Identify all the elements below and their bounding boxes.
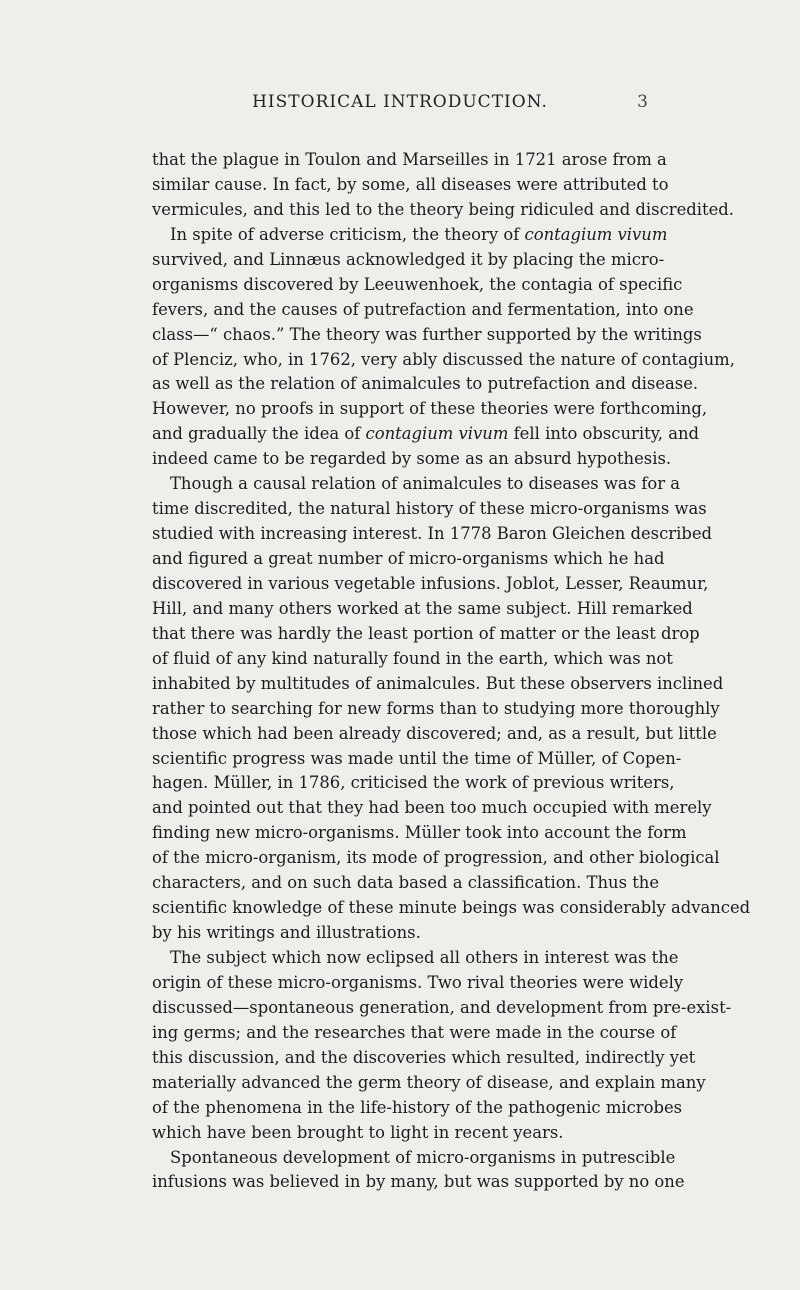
text-line: and pointed out that they had been too much occupied with merely bbox=[152, 798, 712, 818]
text-line: Hill, and many others worked at the same subject. Hill remarked bbox=[152, 598, 693, 618]
text-line: and figured a great number of micro-organisms which he had bbox=[152, 549, 665, 568]
text-line: organisms discovered by Leeuwenhoek, the contagia of specific bbox=[152, 274, 683, 294]
italic-term: contagium vivum bbox=[365, 424, 509, 444]
text-line: of the phenomena in the life-history of the pathogenic microbes bbox=[152, 1097, 683, 1117]
page-number: 3 bbox=[637, 92, 648, 112]
text-line: characters, and on such data based a classification. Thus the bbox=[152, 873, 660, 893]
body-text bbox=[152, 148, 751, 1195]
running-header bbox=[0, 92, 800, 120]
text-line: Though a causal relation of animalcules to diseases was for a bbox=[170, 474, 681, 494]
text-line: vermicules, and this led to the theory being ridiculed and discredited. bbox=[152, 199, 735, 219]
text-line: materially advanced the germ theory of disease, and explain many bbox=[152, 1072, 706, 1092]
text-line: that there was hardly the least portion of matter or the least drop bbox=[152, 623, 700, 643]
text-line: indeed came to be regarded by some as an absurd hypothesis. bbox=[152, 449, 672, 469]
text-line: those which had been already discovered; and, as a result, but little bbox=[152, 723, 717, 743]
text-segment: In spite of adverse criticism, the theory of bbox=[170, 224, 525, 244]
text-line: time discredited, the natural history of these micro-organisms was bbox=[152, 499, 707, 519]
text-line: that the plague in Toulon and Marseilles in 1721 arose from a bbox=[152, 150, 667, 169]
text-line: inhabited by multitudes of animalcules. But these observers inclined bbox=[152, 673, 724, 693]
running-title: HISTORICAL INTRODUCTION. bbox=[252, 92, 548, 112]
text-line: scientific progress was made until the time of Müller, of Copen- bbox=[152, 748, 682, 768]
text-line: of Plenciz, who, in 1762, very ably discussed the nature of contagium, bbox=[152, 349, 735, 369]
text-line: as well as the relation of animalcules to putrefaction and disease. bbox=[152, 374, 699, 394]
text-line bbox=[152, 223, 668, 248]
text-line: Spontaneous development of micro-organisms in putrescible bbox=[170, 1147, 676, 1167]
text-line: hagen. Müller, in 1786, criticised the work of previous writers, bbox=[152, 773, 675, 793]
text-line: class—“ chaos.” The theory was further supported by the writings bbox=[152, 324, 702, 344]
text-line: of the micro-organism, its mode of progression, and other biological bbox=[152, 848, 720, 868]
text-line: discussed—spontaneous generation, and development from pre-exist- bbox=[152, 997, 732, 1017]
text-line: discovered in various vegetable infusions. Joblot, Lesser, Reaumur, bbox=[152, 573, 709, 593]
text-line: which have been brought to light in recent years. bbox=[152, 1122, 564, 1142]
text-line: similar cause. In fact, by some, all diseases were attributed to bbox=[152, 174, 669, 194]
text-line: by his writings and illustrations. bbox=[152, 923, 421, 943]
text-line: survived, and Linnæus acknowledged it by placing the micro- bbox=[152, 249, 665, 269]
text-line: studied with increasing interest. In 1778 Baron Gleichen described bbox=[152, 524, 713, 544]
text-line: fevers, and the causes of putrefaction and fermentation, into one bbox=[152, 299, 694, 319]
text-segment: and gradually the idea of bbox=[152, 424, 366, 444]
text-line: of fluid of any kind naturally found in the earth, which was not bbox=[152, 648, 673, 668]
italic-term: contagium vivum bbox=[524, 224, 668, 244]
text-line: origin of these micro-organisms. Two rival theories were widely bbox=[152, 972, 684, 992]
text-segment: fell into obscurity, and bbox=[508, 424, 700, 444]
text-line: The subject which now eclipsed all others in interest was the bbox=[170, 948, 679, 967]
text-line: However, no proofs in support of these theories were forthcoming, bbox=[152, 399, 708, 419]
text-line: infusions was believed in by many, but was supported by no one bbox=[152, 1172, 685, 1192]
text-line: finding new micro-organisms. Müller took into account the form bbox=[152, 823, 687, 843]
text-line: this discussion, and the discoveries which resulted, indirectly yet bbox=[152, 1047, 696, 1067]
text-line: rather to searching for new forms than to studying more thoroughly bbox=[152, 698, 720, 718]
text-line: ing germs; and the researches that were made in the course of bbox=[152, 1022, 677, 1042]
text-line: scientific knowledge of these minute beings was considerably advanced bbox=[152, 898, 751, 918]
text-line bbox=[152, 422, 700, 447]
